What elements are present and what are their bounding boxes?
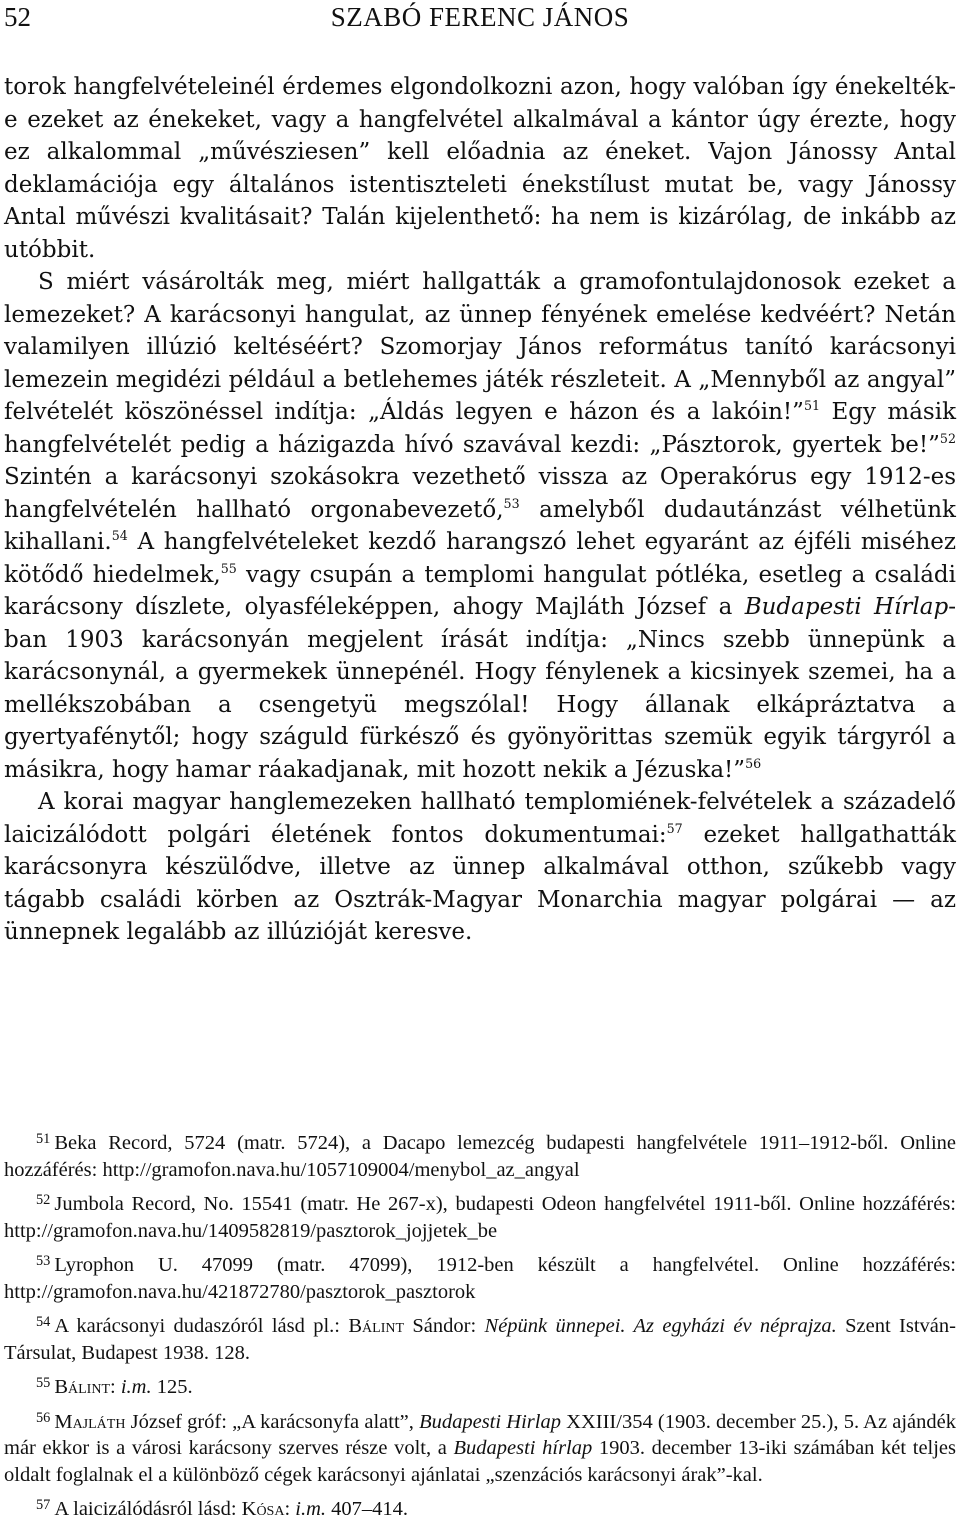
running-title: SZABÓ FERENC JÁNOS [330,2,630,32]
paragraph-3 [4,786,956,949]
footnote-55 [4,1374,956,1401]
footnote-number: 55 [36,1375,51,1392]
footnote-text: A karácsonyi dudaszóról lásd pl.: [54,1315,349,1337]
footnote-52 [4,1191,956,1244]
footnote-ref-52[interactable]: 52 [939,430,956,446]
paragraph-3-text-b: ezeket hallgathatták karácsonyra készülődve, illetve az ünnep alkalmával otthon, szűkebb vagy tágabb családi körben az Osztrák-Magyar Monarchia magyar polgárai — az ünnepnek legalább az illúzióját keresve. [4,821,956,945]
footnote-ref-56[interactable]: 56 [745,755,762,771]
footnote-number: 54 [36,1314,51,1331]
footnote-ref-51[interactable]: 51 [803,398,821,414]
footnote-ref-55[interactable]: 55 [220,560,237,576]
footnote-text: : [284,1498,296,1520]
footnote-text: Lyrophon U. 47099 (matr. 47099), 1912-ben készült a hangfelvétel. Online hozzáférés: http://gramofon.nava.hu/421872780/pasztorok_pasztorok [4,1254,956,1303]
footnote-ref-54[interactable]: 54 [111,528,128,544]
paragraph-2-text-d: amelyből dudautánzást vélhetünk kihallani. [4,496,956,555]
footnote-text: 1903. december 13-iki számában két teljes oldalt foglalnak el a különböző cégek karácsonyi ajánlatai „szenzációs karácsonyi árak”-kal. [4,1437,957,1486]
paragraph-2-text-b: Egy másik hangfelvételét pedig a házigazda hívó szavával kezdi: „Pásztorok, gyertek be!” [4,399,957,458]
author-name: Bálint [54,1376,111,1398]
paragraph-2-text-e: A hangfelvételeket kezdő harangszó lehet egyaránt az éjféli miséhez kötődő hiedelmek, [4,529,956,588]
footnote-text: : [110,1376,121,1398]
footnote-text: A laicizálódásról lásd: [54,1498,242,1520]
page-header [4,2,956,38]
footnote-text: József gróf: „A karácsonyfa alatt”, [125,1410,420,1433]
footnote-ref-57[interactable]: 57 [666,820,683,836]
book-title: Népünk ünnepei. Az egyházi év néprajza. [484,1315,837,1337]
footnote-text: XXIII/354 (1903. december 25.), 5. Az ajándék már ekkor is a városi karácsony szerves része volt, a [4,1410,956,1459]
footnote-57 [4,1496,956,1523]
footnote-number: 56 [36,1409,51,1426]
footnote-ref-53[interactable]: 53 [503,495,520,511]
footnote-number: 53 [36,1253,51,1270]
paragraph-1: torok hangfelvételeinél érdemes elgondolkozni azon, hogy valóban így énekelték-e ezeket az énekeket, vagy a hangfelvétel alkalmával a kántor úgy érezte, hogy ez alkalommal „művésziesen” kell előadnia az éneket. Vajon Jánossy Antal deklamációja egy általános istentiszteleti énekstílust mutat be, vagy Jánossy Antal művészi kvalitásait? Talán kijelenthető: ha nem is kizárólag, de inkább az utóbbit. [4,74,956,263]
paragraph-2-text-f: vagy csupán a templomi hangulat pótléka, esetleg a családi karácsony díszlete, olyasféleképpen, ahogy Majláth József a [4,561,957,620]
newspaper-title: Budapesti Hírlap [744,594,949,620]
footnote-text: Sándor: [404,1315,485,1337]
footnote-text: Szent István-Társulat, Budapest 1938. 128. [4,1315,956,1364]
footnote-text: Beka Record, 5724 (matr. 5724), a Dacapo lemezcég budapesti hangfelvétele 1911–1912-ből. Online hozzáférés: http://gramofon.nava.hu/1057109004/menybol_az_angyal [4,1132,956,1181]
paragraph-2-start [4,266,956,786]
footnote-text: 407–414. [326,1498,409,1520]
paragraph-2-text-c: Szintén a karácsonyi szokásokra vezethető vissza az Operakórus egy 1912-es hangfelvételén hallható orgonabevezető, [4,464,956,523]
footnote-53 [4,1252,956,1305]
author-name: Majláth [54,1410,126,1433]
footnote-number: 51 [36,1131,51,1148]
newspaper-title: Budapesti hírlap [453,1437,593,1459]
footnotes [4,1130,956,1531]
footnote-number: 57 [36,1497,51,1514]
footnote-text: Jumbola Record, No. 15541 (matr. He 267-x), budapesti Odeon hangfelvétel 1911-ből. Online hozzáférés: http://gramofon.nava.hu/1409582819/pasztorok_jojjetek_be [4,1193,956,1242]
footnote-56 [4,1409,956,1489]
author-name: Bálint [348,1315,405,1337]
author-name: Kósa [241,1498,285,1520]
footnote-54 [4,1313,956,1366]
body-text-upper [4,71,956,949]
footnote-number: 52 [36,1192,51,1209]
footnote-text: 125. [151,1376,193,1398]
citation-abbrev: i.m. [120,1376,152,1398]
paragraph-3-text-a: A korai magyar hanglemezeken hallható templomiének-felvételek a századelő laicizálódott polgári életének fontos dokumentumai: [4,789,956,848]
citation-abbrev: i.m. [295,1498,327,1520]
page-number: 52 [4,2,31,32]
paragraph-2-text-g: -ban 1903 karácsonyán megjelent írását indítja: „Nincs szebb ünnepünk a karácsonynál, a gyermekek ünnepénél. Hogy fénylenek a kicsinyek szemei, ha a mellékszobában a csengetyü megszólal! Hogy állanak elkápráztatva a gyertyafénytől; hogy száguld fürkésző és gyönyörittas szemük egyik tárgyról a másikra, hogy hamar ráakadjanak, mit hozott nekik a Jézuska!” [4,594,956,783]
footnote-51 [4,1130,956,1183]
newspaper-title: Budapesti Hirlap [419,1410,561,1433]
paragraph-2-text-a: S miért vásárolták meg, miért hallgatták a gramofontulajdonosok ezeket a lemezeket? A karácsonyi hangulat, az ünnep fényének emelése kedvéért? Netán valamilyen illúzió keltéséért? Szomorjay János református tanító karácsonyi lemezein megidézi például a betlehemes játék részleteit. A „Mennyből az angyal” felvételét köszönéssel indítja: „Áldás legyen e házon és a lakóin!” [4,269,956,425]
